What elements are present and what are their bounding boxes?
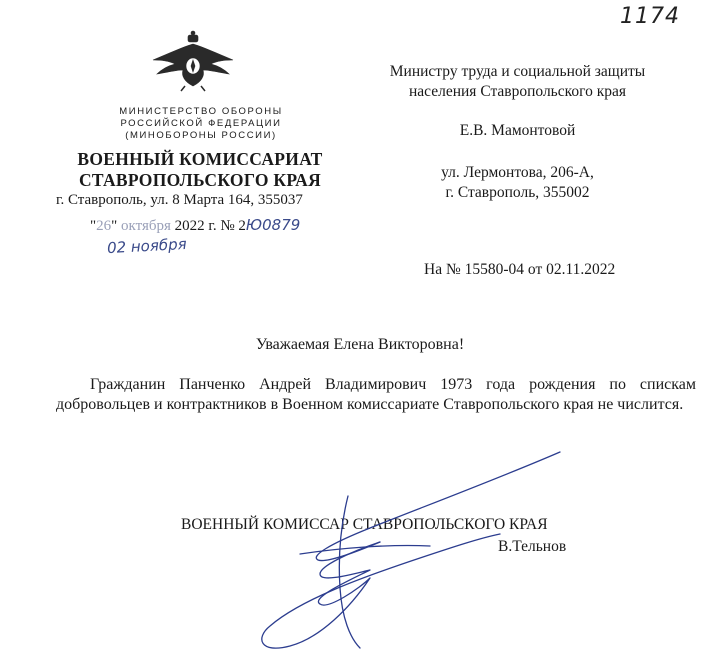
recipient-name: Е.В. Мамонтовой [459, 122, 576, 139]
outgoing-date-line [90, 216, 300, 235]
recipient-line: населения Ставропольского края [408, 83, 627, 100]
date-day: 26 [96, 218, 112, 234]
recipient-line: Министру труда и социальной защиты [389, 63, 646, 80]
ministry-line: РОССИЙСКОЙ ФЕДЕРАЦИИ [120, 118, 282, 129]
sender-address: г. Ставрополь, ул. 8 Марта 164, 355037 [56, 192, 303, 208]
greeting: Уважаемая Елена Викторовна! [255, 336, 465, 353]
date-quote-open: " [90, 218, 97, 234]
signatory-title: ВОЕННЫЙ КОМИССАР СТАВРОПОЛЬСКОГО КРАЯ [181, 516, 548, 533]
ministry-header [76, 106, 326, 142]
ministry-line: (МИНОБОРОНЫ РОССИИ) [125, 130, 277, 141]
letter-body: Гражданин Панченко Андрей Владимирович 1973 года рождения по спискам добровольцев и контрактников в Военном комиссариате Ставропольского края не числится. [56, 376, 696, 413]
date-quote-close: " [111, 218, 118, 234]
recipient-address-line: ул. Лермонтова, 206-А, [441, 164, 594, 181]
handwritten-page-number: 1174 [620, 4, 680, 29]
commissariat-line: ВОЕННЫЙ КОМИССАРИАТ [77, 149, 323, 169]
double-headed-eagle-emblem-icon [147, 30, 239, 92]
recipient-address-line: г. Ставрополь, 355002 [445, 184, 590, 201]
date-year-number: 2022 г. № 2 [170, 218, 246, 234]
handwritten-registration-number: Ю0879 [245, 216, 301, 234]
commissariat-header [46, 149, 354, 191]
date-month: октября [121, 218, 171, 234]
reference-number: На № 15580-04 от 02.11.2022 [424, 261, 616, 278]
handwritten-signature [200, 448, 600, 658]
signatory-name: В.Тельнов [498, 538, 567, 555]
handwritten-date: 02 ноября [106, 234, 188, 258]
commissariat-line: СТАВРОПОЛЬСКОГО КРАЯ [78, 170, 322, 190]
ministry-line: МИНИСТЕРСТВО ОБОРОНЫ [119, 106, 283, 117]
recipient-position [345, 62, 690, 102]
recipient-address [345, 163, 690, 203]
